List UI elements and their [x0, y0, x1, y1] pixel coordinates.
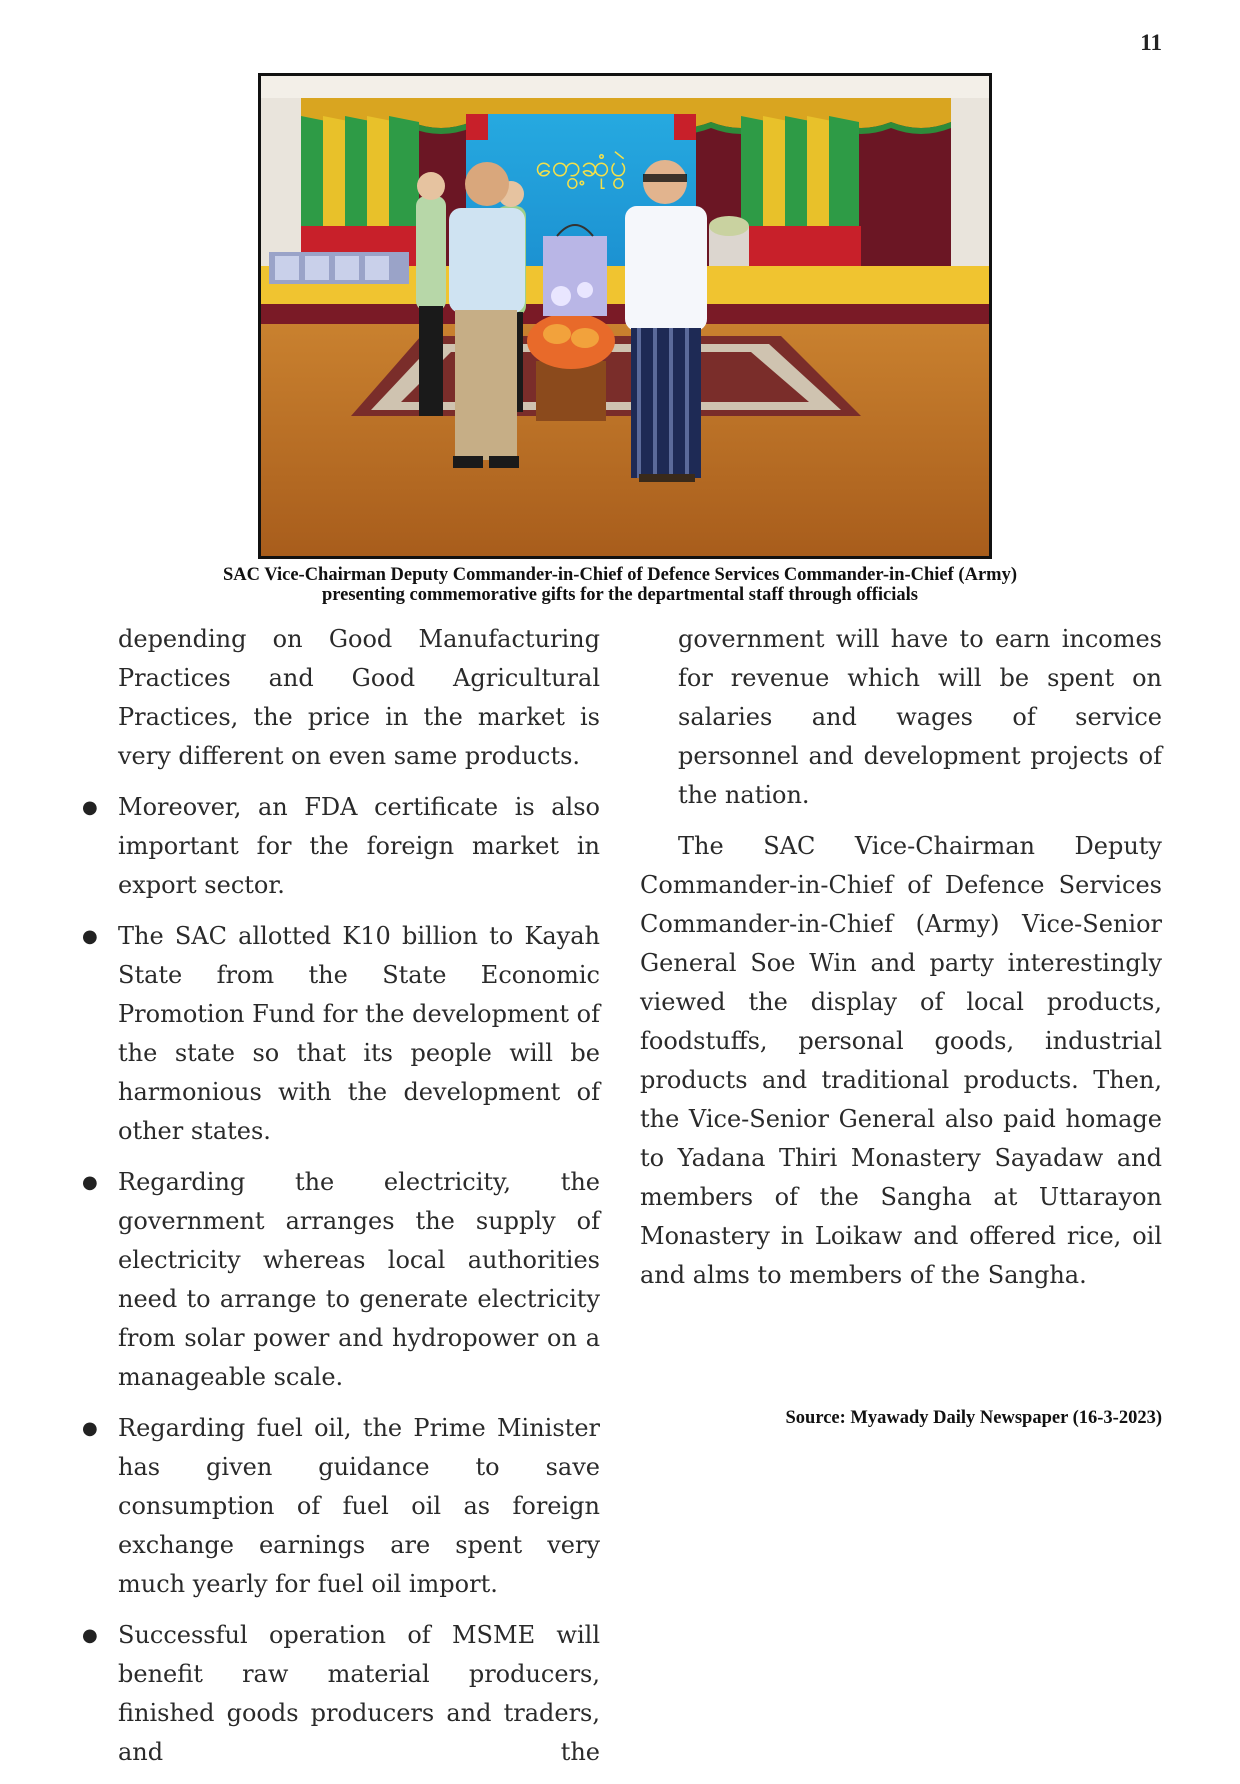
- source-credit: Source: Myawady Daily Newspaper (16-3-2023): [785, 1408, 1162, 1428]
- right-column: [640, 620, 1162, 1307]
- page-number: 11: [1140, 30, 1162, 55]
- bullet-list: [82, 788, 600, 1772]
- caption-line-1: SAC Vice-Chairman Deputy Commander-in-Chief of Defence Services Commander-in-Chief (Army): [223, 565, 1017, 585]
- bullet-icon: ●: [82, 1172, 98, 1193]
- bullet-text: Regarding fuel oil, the Prime Minister has given guidance to save consumption of fuel oil as foreign exchange earnings are spent very much yearly for fuel oil import.: [118, 1414, 600, 1598]
- banner-text: တွေ့ဆုံပွဲ: [535, 149, 627, 184]
- caption-line-2: presenting commemorative gifts for the departmental staff through officials: [321, 585, 918, 605]
- right-paragraph-1: government will have to earn incomes for revenue which will be spent on salaries and wages of service personnel and development projects of the nation.: [678, 625, 1162, 809]
- bullet-icon: ●: [82, 1625, 98, 1646]
- bullet-text: Regarding the electricity, the government arranges the supply of electricity whereas local authorities need to arrange to generate electricity from solar power and hydropower on a manageable scale.: [118, 1168, 600, 1391]
- bullet-icon: ●: [82, 1418, 98, 1439]
- bullet-item: [82, 1616, 600, 1772]
- news-photo: [258, 73, 992, 559]
- bullet-text: Moreover, an FDA certificate is also important for the foreign market in export sector.: [118, 793, 600, 899]
- bullet-item: [82, 917, 600, 1151]
- bullet-item: [82, 1409, 600, 1604]
- bullet-icon: ●: [82, 797, 98, 818]
- left-column: [82, 620, 600, 1784]
- right-paragraph-2: The SAC Vice-Chairman Deputy Commander-in-Chief of Defence Services Commander-in-Chief (Army) Vice-Senior General Soe Win and party interestingly viewed the display of local products, foodstuffs, personal goods, industrial products and traditional products. Then, the Vice-Senior General also paid homage to Yadana Thiri Monastery Sayadaw and members of the Sangha at Uttarayon Monastery in Loikaw and offered rice, oil and alms to members of the Sangha.: [640, 832, 1162, 1289]
- flags-left: [301, 116, 421, 266]
- flags-right: [739, 116, 861, 266]
- bullet-icon: ●: [82, 926, 98, 947]
- bullet-text: The SAC allotted K10 billion to Kayah State from the State Economic Promotion Fund for the development of the state so that its people will be harmonious with the development of other states.: [118, 922, 600, 1145]
- left-lead-paragraph: depending on Good Manufacturing Practices and Good Agricultural Practices, the price in the market is very different on even same products.: [118, 625, 600, 770]
- photo-caption: [120, 565, 1120, 605]
- bullet-item: [82, 788, 600, 905]
- bullet-item: [82, 1163, 600, 1397]
- bullet-text: Successful operation of MSME will benefit raw material producers, finished goods producers and traders, and the: [118, 1621, 600, 1766]
